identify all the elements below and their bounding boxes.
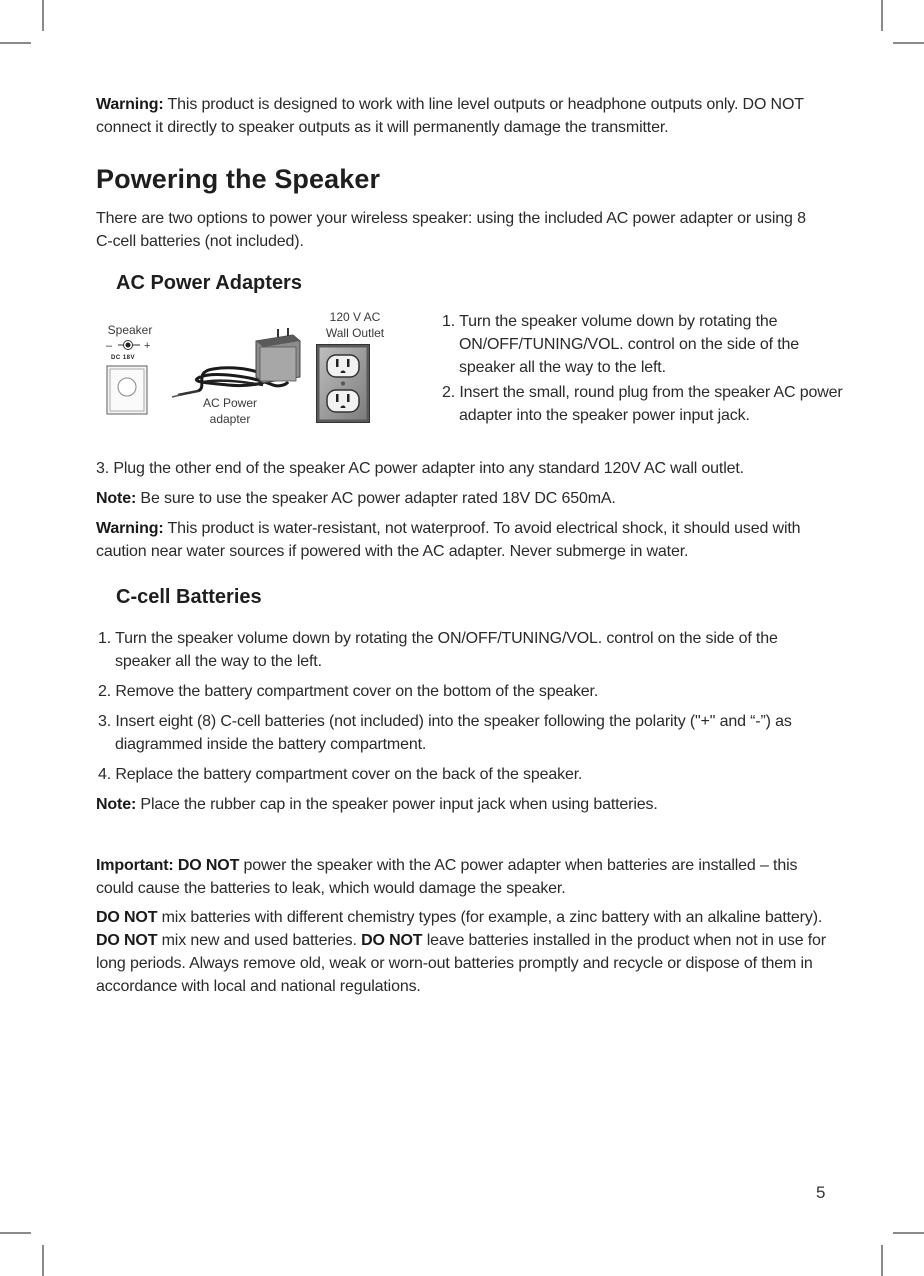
- dc-jack-polarity-icon: [104, 339, 154, 361]
- do-not-notice: [96, 906, 831, 998]
- step-text: Remove the battery compartment cover on the bottom of the speaker.: [115, 683, 599, 700]
- note-label: Note:: [96, 796, 137, 813]
- note-text: Place the rubber cap in the speaker power input jack when using batteries.: [136, 796, 658, 813]
- warning-text: This product is designed to work with line level outputs or headphone outputs only. DO NOT connect it directly to speaker outputs as it will permanently damage the transmitter.: [96, 96, 804, 136]
- top-warning: [96, 93, 826, 139]
- battery-note: [96, 793, 836, 816]
- step-text: Turn the speaker volume down by rotating the ON/OFF/TUNING/VOL. control on the side of the speaker all the way to the left.: [459, 313, 800, 376]
- crop-mark-bottom-right-vertical: [881, 1245, 883, 1276]
- do-not-text: leave batteries installed in the product when not in use for long periods. Always remove old, weak or worn-out batteries promptly and recycle or dispose of them in accordance with local and national regulations.: [96, 932, 826, 995]
- do-not-text: mix batteries with different chemistry types (for example, a zinc battery with an alkaline battery).: [157, 909, 823, 926]
- ac-power-adapter-icon: [168, 327, 313, 407]
- outlet-label-line1: 120 V AC: [329, 310, 381, 324]
- crop-mark-top-right-vertical: [881, 0, 883, 31]
- step-number: 3.: [98, 713, 112, 730]
- ac-step-3: [96, 457, 836, 480]
- ac-step-2: [442, 381, 844, 427]
- page-title: Powering the Speaker: [96, 164, 381, 194]
- page-number: 5: [816, 1183, 826, 1202]
- step-number: 4.: [98, 766, 112, 783]
- svg-text:–: –: [106, 340, 113, 352]
- crop-mark-bottom-right-horizontal: [893, 1232, 924, 1234]
- note-label: Note:: [96, 490, 137, 507]
- step-text: Insert the small, round plug from the speaker AC power adapter into the speaker power input jack.: [459, 384, 843, 424]
- step-text: Turn the speaker volume down by rotating the ON/OFF/TUNING/VOL. control on the side of the speaker all the way to the left.: [115, 630, 778, 670]
- do-not-label: DO NOT: [96, 909, 158, 926]
- section-intro: There are two options to power your wireless speaker: using the included AC power adapter or using 8 C-cell batteries (not included).: [96, 210, 806, 250]
- batteries-heading: C-cell Batteries: [116, 586, 262, 608]
- battery-step-4: [98, 763, 835, 786]
- important-text: power the speaker with the AC power adapter when batteries are installed – this could cause the batteries to leak, which would damage the speaker.: [96, 857, 798, 897]
- svg-text:+: +: [144, 340, 151, 352]
- svg-text:DC 18V: DC 18V: [111, 355, 136, 361]
- crop-mark-top-left-vertical: [42, 0, 44, 31]
- ac-warning: [96, 517, 831, 563]
- crop-mark-bottom-left-horizontal: [0, 1232, 31, 1234]
- step-text: Plug the other end of the speaker AC power adapter into any standard 120V AC wall outlet.: [113, 460, 744, 477]
- do-not-label: DO NOT: [96, 932, 158, 949]
- battery-step-2: [98, 680, 835, 703]
- note-text: Be sure to use the speaker AC power adapter rated 18V DC 650mA.: [136, 490, 616, 507]
- warning-label: Warning:: [96, 96, 164, 113]
- ac-power-figure: [100, 305, 390, 435]
- do-not-text: mix new and used batteries.: [157, 932, 362, 949]
- ac-adapters-heading: AC Power Adapters: [116, 272, 302, 294]
- wall-outlet-icon: [316, 344, 370, 423]
- adapter-label-line1: AC Power: [202, 396, 258, 410]
- warning-text: This product is water-resistant, not waterproof. To avoid electrical shock, it should used with caution near water sources if powered with the AC adapter. Never submerge in water.: [96, 520, 801, 560]
- step-number: 3.: [96, 460, 110, 477]
- step-number: 1.: [442, 313, 456, 330]
- speaker-jack-panel-icon: [106, 365, 148, 415]
- step-number: 1.: [98, 630, 112, 647]
- outlet-label-line2: Wall Outlet: [325, 326, 385, 340]
- crop-mark-bottom-left-vertical: [42, 1245, 44, 1276]
- ac-step-1: [442, 310, 844, 379]
- step-text: Insert eight (8) C-cell batteries (not included) into the speaker following the polarity ("+" and “-”) as diagrammed inside the battery compartment.: [115, 713, 792, 753]
- battery-step-3: [98, 710, 850, 756]
- battery-step-1: [98, 627, 835, 673]
- important-label: Important: DO NOT: [96, 857, 240, 874]
- speaker-label: Speaker: [107, 323, 153, 337]
- warning-label: Warning:: [96, 520, 164, 537]
- ac-note: [96, 487, 836, 510]
- important-notice: [96, 854, 836, 900]
- step-text: Replace the battery compartment cover on the back of the speaker.: [115, 766, 583, 783]
- step-number: 2.: [98, 683, 112, 700]
- crop-mark-top-left-horizontal: [0, 42, 31, 44]
- adapter-label-line2: adapter: [209, 412, 251, 426]
- crop-mark-top-right-horizontal: [893, 42, 924, 44]
- do-not-label: DO NOT: [361, 932, 423, 949]
- step-number: 2.: [442, 384, 456, 401]
